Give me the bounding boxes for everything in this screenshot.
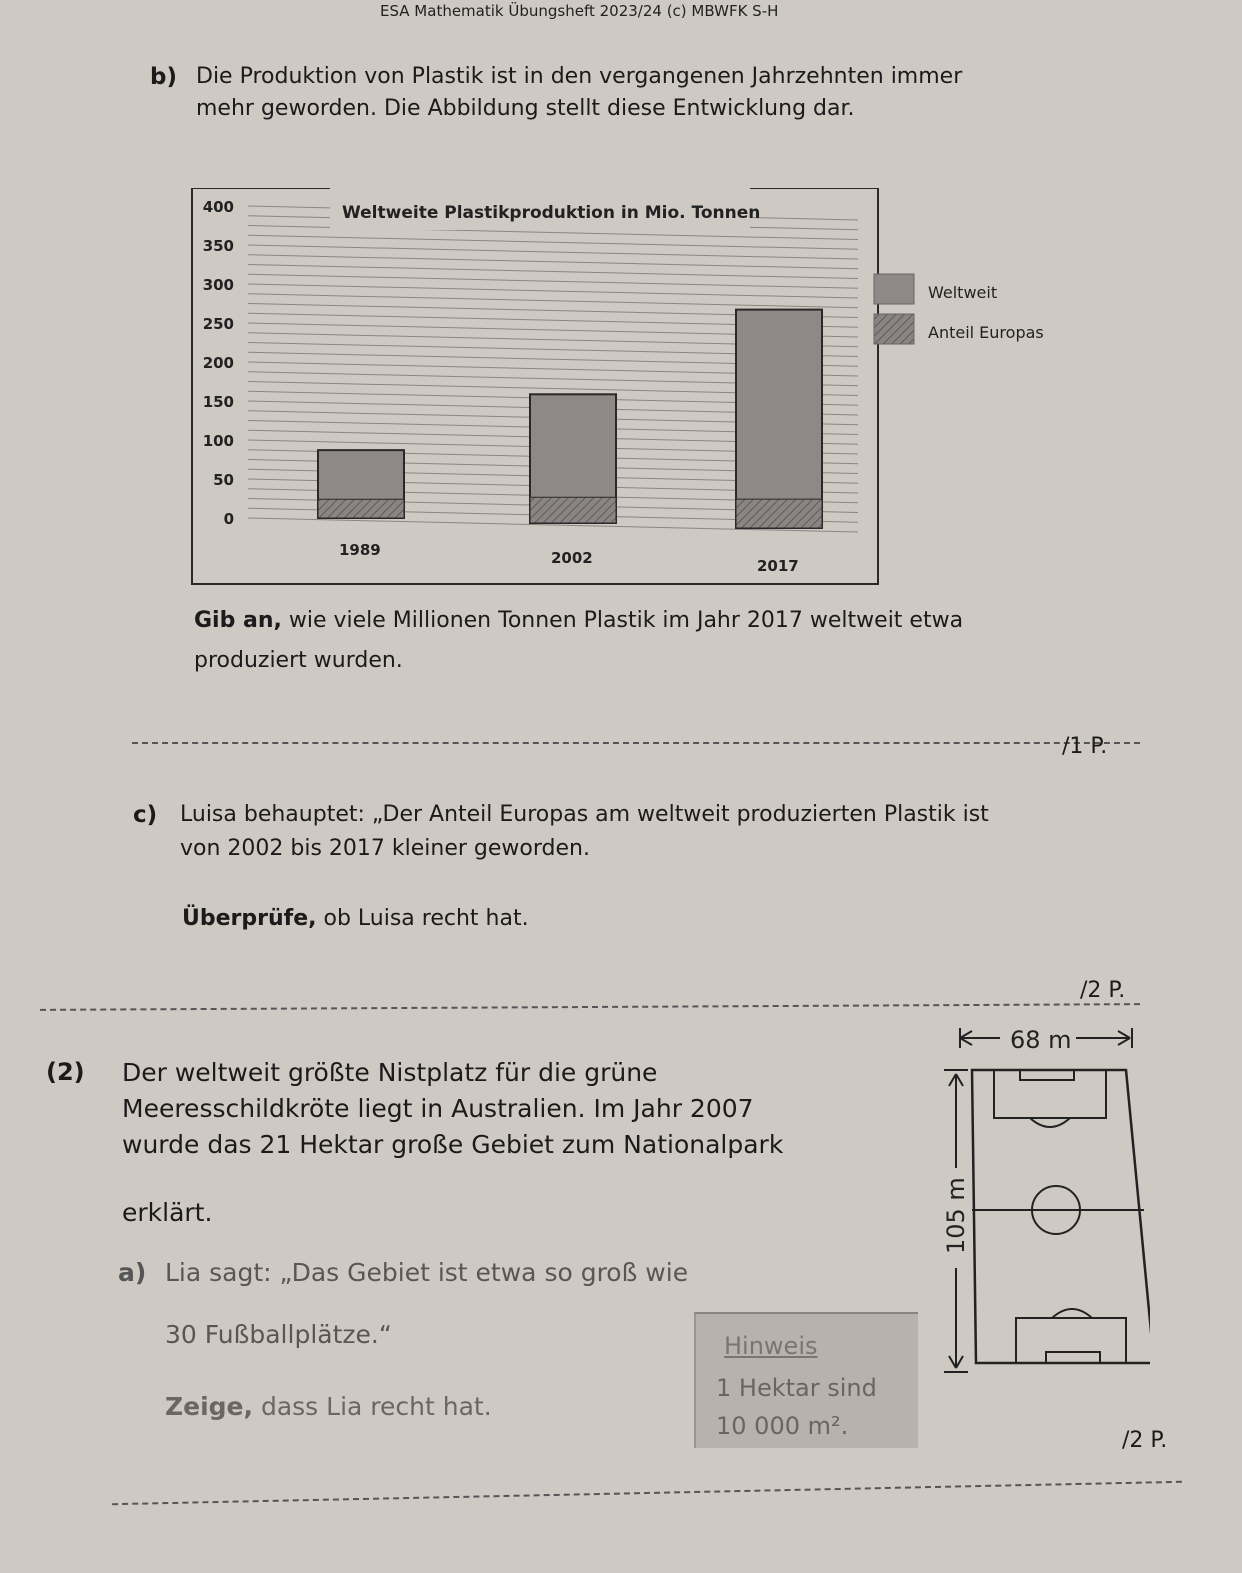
part-a-question-verb: Zeige, bbox=[165, 1392, 254, 1421]
part-c-points: /2 P. bbox=[1080, 978, 1126, 1003]
bar-weltweit-2017 bbox=[736, 310, 822, 528]
chart-title: Weltweite Plastikproduktion in Mio. Tonnen bbox=[342, 203, 761, 223]
answer-line-b[interactable] bbox=[132, 742, 1140, 744]
part-c-label: c) bbox=[133, 802, 158, 828]
task2-text-line1: Der weltweit größte Nistplatz für die grüne bbox=[122, 1058, 658, 1087]
part-b-text-line2: mehr geworden. Die Abbildung stellt diese Entwicklung dar. bbox=[196, 96, 855, 121]
part-b-question bbox=[194, 608, 963, 633]
part-a-question bbox=[165, 1392, 492, 1421]
field-length-label: 105 m bbox=[942, 1177, 970, 1254]
field-width-label: 68 m bbox=[1010, 1026, 1072, 1054]
y-tick-label: 200 bbox=[202, 354, 234, 372]
y-tick-label: 100 bbox=[202, 432, 234, 450]
legend-label-weltweit: Weltweit bbox=[928, 283, 998, 302]
y-tick-label: 0 bbox=[223, 510, 234, 528]
task2-text-line4: erklärt. bbox=[122, 1198, 213, 1227]
y-tick-label: 150 bbox=[202, 393, 234, 411]
part-c-question bbox=[182, 906, 529, 931]
legend-swatch-weltweit bbox=[874, 274, 914, 304]
bar-europa-1989 bbox=[318, 499, 404, 518]
legend-label-europa: Anteil Europas bbox=[928, 323, 1044, 342]
legend-swatch-europa bbox=[874, 314, 914, 344]
part-a-question-rest: dass Lia recht hat. bbox=[253, 1392, 492, 1421]
part-b-label: b) bbox=[150, 64, 177, 90]
hint-title: Hinweis bbox=[724, 1332, 818, 1360]
bottom-goal-box bbox=[1046, 1352, 1100, 1363]
y-tick-label: 250 bbox=[202, 315, 234, 333]
x-tick-label: 2017 bbox=[757, 557, 799, 575]
bottom-penalty-box bbox=[1016, 1318, 1126, 1363]
hint-line2: 10 000 m². bbox=[716, 1412, 849, 1440]
y-tick-label: 350 bbox=[202, 237, 234, 255]
y-tick-label: 300 bbox=[202, 276, 234, 294]
hint-box bbox=[694, 1312, 918, 1448]
part-c-text-line1: Luisa behauptet: „Der Anteil Europas am weltweit produzierten Plastik ist bbox=[180, 802, 989, 827]
part-c-text-line2: von 2002 bis 2017 kleiner geworden. bbox=[180, 836, 590, 861]
chart-legend bbox=[874, 274, 1044, 344]
part-c-question-rest: ob Luisa recht hat. bbox=[316, 906, 529, 931]
hint-line1: 1 Hektar sind bbox=[716, 1374, 877, 1402]
part-b-question-verb: Gib an, bbox=[194, 608, 282, 633]
task2-text-line2: Meeresschildkröte liegt in Australien. Im Jahr 2007 bbox=[122, 1094, 754, 1123]
task2-text-line3: wurde das 21 Hektar große Gebiet zum Nationalpark bbox=[122, 1130, 784, 1159]
part-c-question-verb: Überprüfe, bbox=[182, 906, 317, 931]
part-b-points: /1 P. bbox=[1062, 734, 1108, 759]
part-b-question-line2: produziert wurden. bbox=[194, 648, 403, 673]
plastic-production-chart bbox=[190, 188, 1060, 588]
y-tick-label: 50 bbox=[213, 471, 234, 489]
bar-europa-2002 bbox=[530, 497, 616, 523]
answer-line-a[interactable] bbox=[112, 1481, 1182, 1505]
page-header: ESA Mathematik Übungsheft 2023/24 (c) MBWFK S-H bbox=[380, 2, 779, 20]
top-penalty-box bbox=[994, 1070, 1106, 1118]
bar-europa-2017 bbox=[736, 499, 822, 528]
part-b-text-line1: Die Produktion von Plastik ist in den vergangenen Jahrzehnten immer bbox=[196, 64, 963, 89]
field-outline bbox=[972, 1070, 1150, 1363]
part-a-text-line1: Lia sagt: „Das Gebiet ist etwa so groß wie bbox=[165, 1258, 689, 1287]
part-b-question-rest: wie viele Millionen Tonnen Plastik im Jahr 2017 weltweit etwa bbox=[281, 608, 964, 633]
part-a-text-line2: 30 Fußballplätze.“ bbox=[165, 1320, 392, 1349]
chart-bars bbox=[318, 310, 822, 528]
task2-label: (2) bbox=[46, 1058, 85, 1086]
football-field-diagram bbox=[930, 1018, 1150, 1378]
chart-x-labels bbox=[339, 541, 799, 575]
x-tick-label: 1989 bbox=[339, 541, 381, 559]
bottom-penalty-arc bbox=[1052, 1309, 1092, 1318]
answer-line-c[interactable] bbox=[40, 1003, 1140, 1011]
x-tick-label: 2002 bbox=[551, 549, 593, 567]
part-a-points: /2 P. bbox=[1122, 1428, 1168, 1453]
chart-y-ticks bbox=[203, 198, 234, 528]
top-goal-box bbox=[1020, 1070, 1074, 1080]
top-penalty-arc bbox=[1030, 1118, 1070, 1127]
part-a-label: a) bbox=[118, 1258, 147, 1287]
y-tick-label: 400 bbox=[202, 198, 234, 216]
